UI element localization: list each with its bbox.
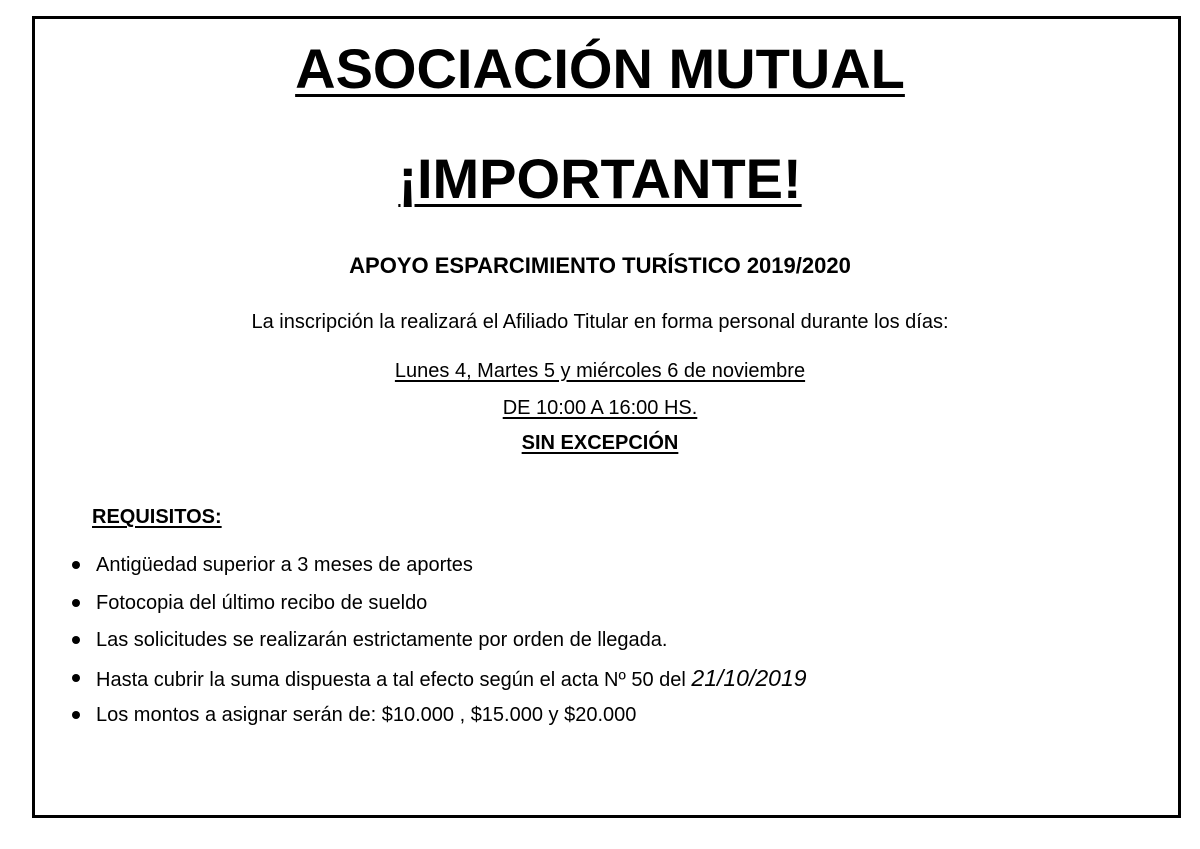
- registration-hours: DE 10:00 A 16:00 HS.: [502, 397, 698, 419]
- requirement-text: Los montos a asignar serán de: $10.000 , $15.000 y $20.000: [96, 704, 637, 726]
- registration-intro: La inscripción la realizará el Afiliado Titular en forma personal durante los días:: [251, 311, 949, 333]
- registration-days: Lunes 4, Martes 5 y miércoles 6 de noviembre: [394, 360, 806, 382]
- organization-title: ASOCIACIÓN MUTUAL: [295, 37, 905, 100]
- requirement-text-with-date: [96, 665, 807, 693]
- important-heading: ¡IMPORTANTE!: [398, 147, 802, 210]
- bullet-icon: [72, 674, 80, 682]
- bullet-icon: [72, 561, 80, 569]
- bullet-icon: [72, 636, 80, 644]
- requirement-text: Antigüedad superior a 3 meses de aportes: [96, 554, 473, 576]
- requirement-text: Fotocopia del último recibo de sueldo: [96, 591, 428, 614]
- bullet-icon: [72, 711, 80, 719]
- program-subtitle: APOYO ESPARCIMIENTO TURÍSTICO 2019/2020: [349, 253, 851, 278]
- act-date: 21/10/2019: [691, 664, 807, 691]
- bullet-icon: [72, 599, 80, 607]
- requirement-text: Las solicitudes se realizarán estrictamente por orden de llegada.: [96, 629, 668, 651]
- no-exception-notice: SIN EXCEPCIÓN: [521, 432, 679, 454]
- requirements-heading: REQUISITOS:: [92, 506, 222, 528]
- requirement-text: Hasta cubrir la suma dispuesta a tal efecto según el acta Nº 50 del: [96, 668, 692, 691]
